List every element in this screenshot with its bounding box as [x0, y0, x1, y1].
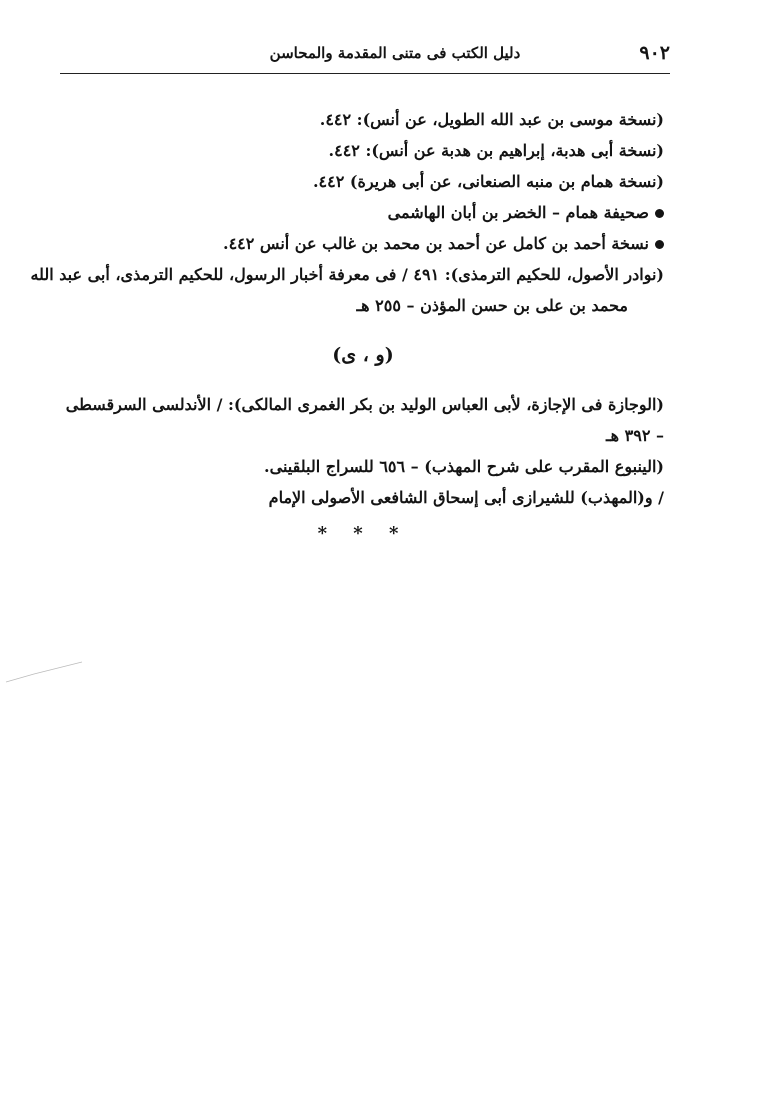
- index-entry: (نسخة همام بن منبه الصنعانى، عن أبى هريرة) ٤٤٢.: [312, 172, 664, 191]
- scan-artifact: [4, 660, 84, 690]
- index-entry: (الوجازة فى الإجازة، لأبى العباس الوليد بن بكر الغمرى المالكى): / الأندلسى السرقسطى – ٣٩٢ هـ: [65, 395, 664, 445]
- index-entry: (نسخة موسى بن عبد الله الطويل، عن أنس): ٤٤٢.: [319, 110, 664, 129]
- index-entry: (الينبوع المقرب على شرح المهذب) – ٦٥٦ للسراج البلقينى.: [264, 457, 664, 476]
- page-header: [60, 40, 670, 78]
- section-heading: (و ، ى): [332, 344, 394, 366]
- header-rule: [60, 73, 670, 74]
- index-entry: / و(المهذب) للشيرازى أبى إسحاق الشافعى الأصولى الإمام: [268, 488, 664, 507]
- bullet-icon: [655, 209, 664, 218]
- index-entry-text: نسخة أحمد بن كامل عن أحمد بن محمد بن غالب عن أنس ٤٤٢.: [222, 234, 649, 253]
- index-entry: (نوادر الأصول، للحكيم الترمذى): ٤٩١ / فى معرفة أخبار الرسول، للحكيم الترمذى، أبى عبد الله: [30, 265, 664, 284]
- index-entry-text: صحيفة همام – الخضر بن أبان الهاشمى: [387, 203, 649, 222]
- bullet-icon: [655, 240, 664, 249]
- end-mark: * * *: [317, 523, 409, 544]
- index-body: [30, 104, 664, 549]
- bulleted-entry: [62, 197, 664, 228]
- index-entry-continuation: محمد بن على بن حسن المؤذن – ٢٥٥ هـ: [356, 296, 628, 315]
- bulleted-entry: [62, 228, 664, 259]
- index-entry: (نسخة أبى هدبة، إبراهيم بن هدبة عن أنس): ٤٤٢.: [328, 141, 664, 160]
- running-title: دليل الكتب فى متنى المقدمة والمحاسن: [269, 44, 521, 62]
- page-number: ٩٠٢: [639, 42, 670, 64]
